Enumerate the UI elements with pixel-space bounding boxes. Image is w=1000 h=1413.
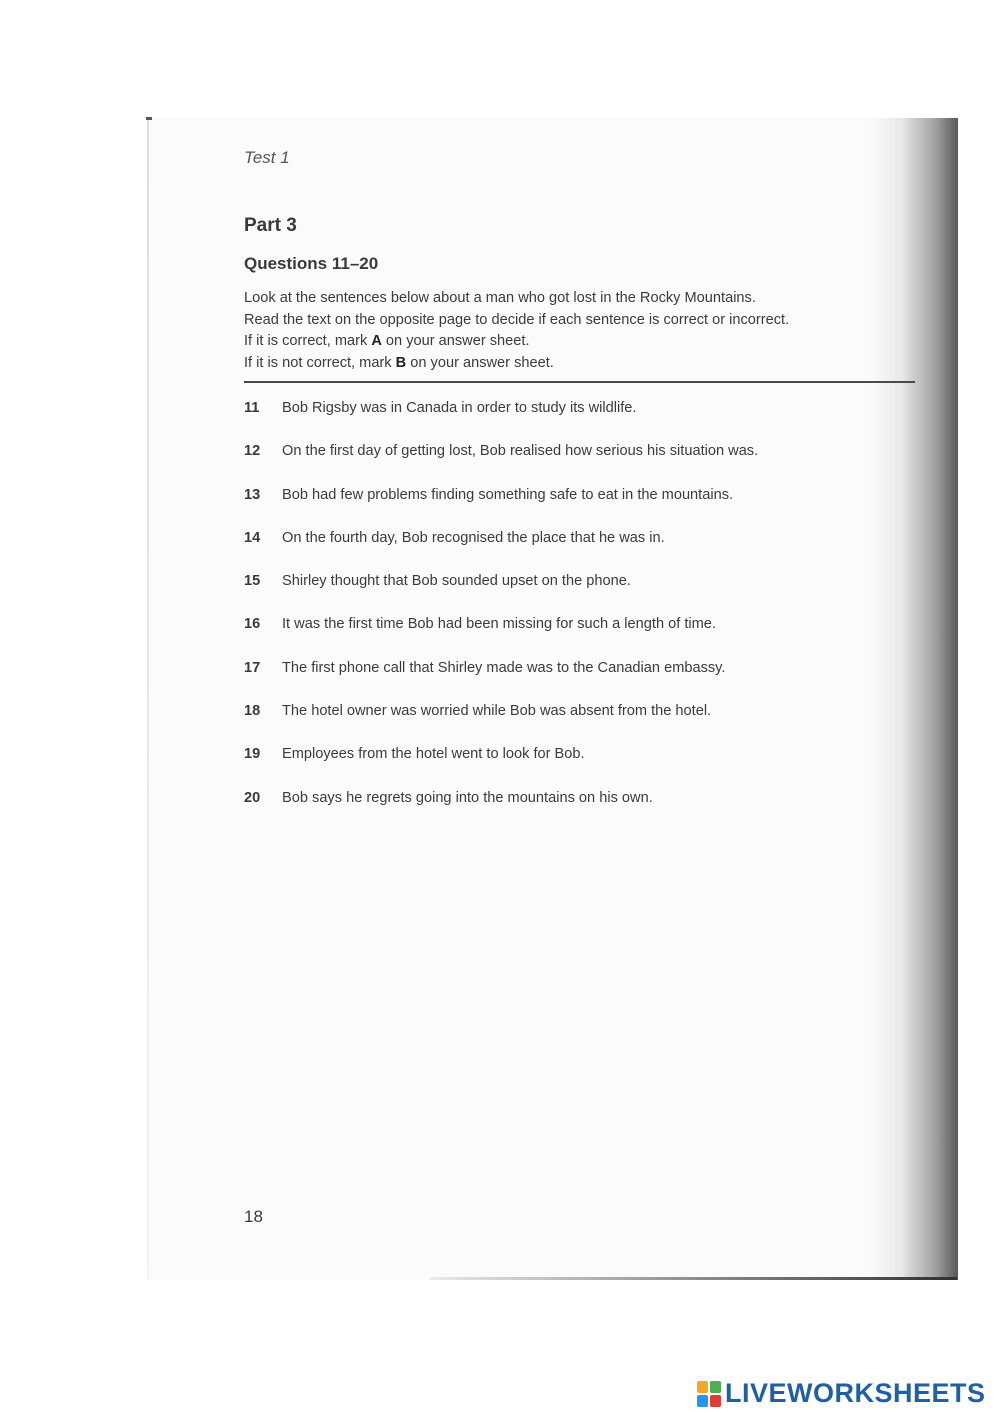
question-item	[244, 703, 758, 746]
liveworksheets-logo-icon	[697, 1381, 721, 1407]
instruction-text: If it is correct, mark	[244, 333, 372, 350]
question-item	[244, 487, 758, 530]
question-text: On the first day of getting lost, Bob realised how serious his situation was.	[282, 443, 759, 460]
horizontal-rule	[244, 381, 915, 383]
question-text: The first phone call that Shirley made was to the Canadian embassy.	[282, 659, 726, 676]
question-list	[244, 400, 758, 833]
question-text: On the fourth day, Bob recognised the place that he was in.	[282, 529, 665, 546]
page-number: 18	[244, 1207, 263, 1226]
question-text: Bob had few problems finding something safe to eat in the mountains.	[282, 486, 734, 503]
instruction-line: Look at the sentences below about a man who got lost in the Rocky Mountains.	[244, 290, 756, 306]
option-b-letter: B	[395, 355, 407, 372]
instructions	[244, 288, 884, 375]
question-text: The hotel owner was worried while Bob was absent from the hotel.	[282, 703, 712, 720]
page-bottom-edge	[430, 1277, 957, 1280]
question-number: 19	[244, 746, 261, 763]
question-item	[244, 746, 758, 789]
question-text: Bob says he regrets going into the mountains on his own.	[282, 789, 653, 806]
question-text: Employees from the hotel went to look for Bob.	[282, 746, 585, 763]
watermark-text: LIVEWORKSHEETS	[725, 1378, 986, 1408]
question-item	[244, 530, 758, 573]
instruction-line: Read the text on the opposite page to decide if each sentence is correct or incorrect.	[244, 311, 790, 328]
instruction-text: on your answer sheet.	[406, 355, 554, 372]
questions-range-heading: Questions 11–20	[244, 254, 379, 273]
running-header: Test 1	[244, 148, 290, 167]
question-number: 12	[244, 443, 261, 460]
question-item	[244, 660, 758, 703]
question-item	[244, 400, 758, 443]
question-item	[244, 616, 758, 659]
question-number: 16	[244, 616, 261, 633]
question-number: 14	[244, 529, 261, 546]
page-left-edge	[147, 118, 149, 1280]
question-number: 17	[244, 659, 261, 676]
instruction-text: on your answer sheet.	[381, 333, 530, 350]
question-number: 13	[244, 486, 261, 503]
question-number: 11	[244, 400, 260, 416]
instruction-text: If it is not correct, mark	[244, 355, 396, 372]
option-a-letter: A	[371, 333, 382, 350]
part-title: Part 3	[244, 215, 297, 236]
question-text: Bob Rigsby was in Canada in order to study its wildlife.	[282, 400, 637, 416]
question-text: It was the first time Bob had been missing for such a length of time.	[282, 616, 716, 633]
page-corner-mark	[146, 117, 152, 120]
question-number: 20	[244, 789, 261, 806]
question-item	[244, 443, 758, 486]
instruction-line	[244, 353, 884, 375]
question-item	[244, 790, 758, 833]
instruction-line	[244, 331, 884, 353]
question-item	[244, 573, 758, 616]
question-number: 18	[244, 703, 261, 720]
question-number: 15	[244, 573, 261, 590]
watermark	[697, 1378, 986, 1409]
question-text: Shirley thought that Bob sounded upset on the phone.	[282, 573, 631, 590]
